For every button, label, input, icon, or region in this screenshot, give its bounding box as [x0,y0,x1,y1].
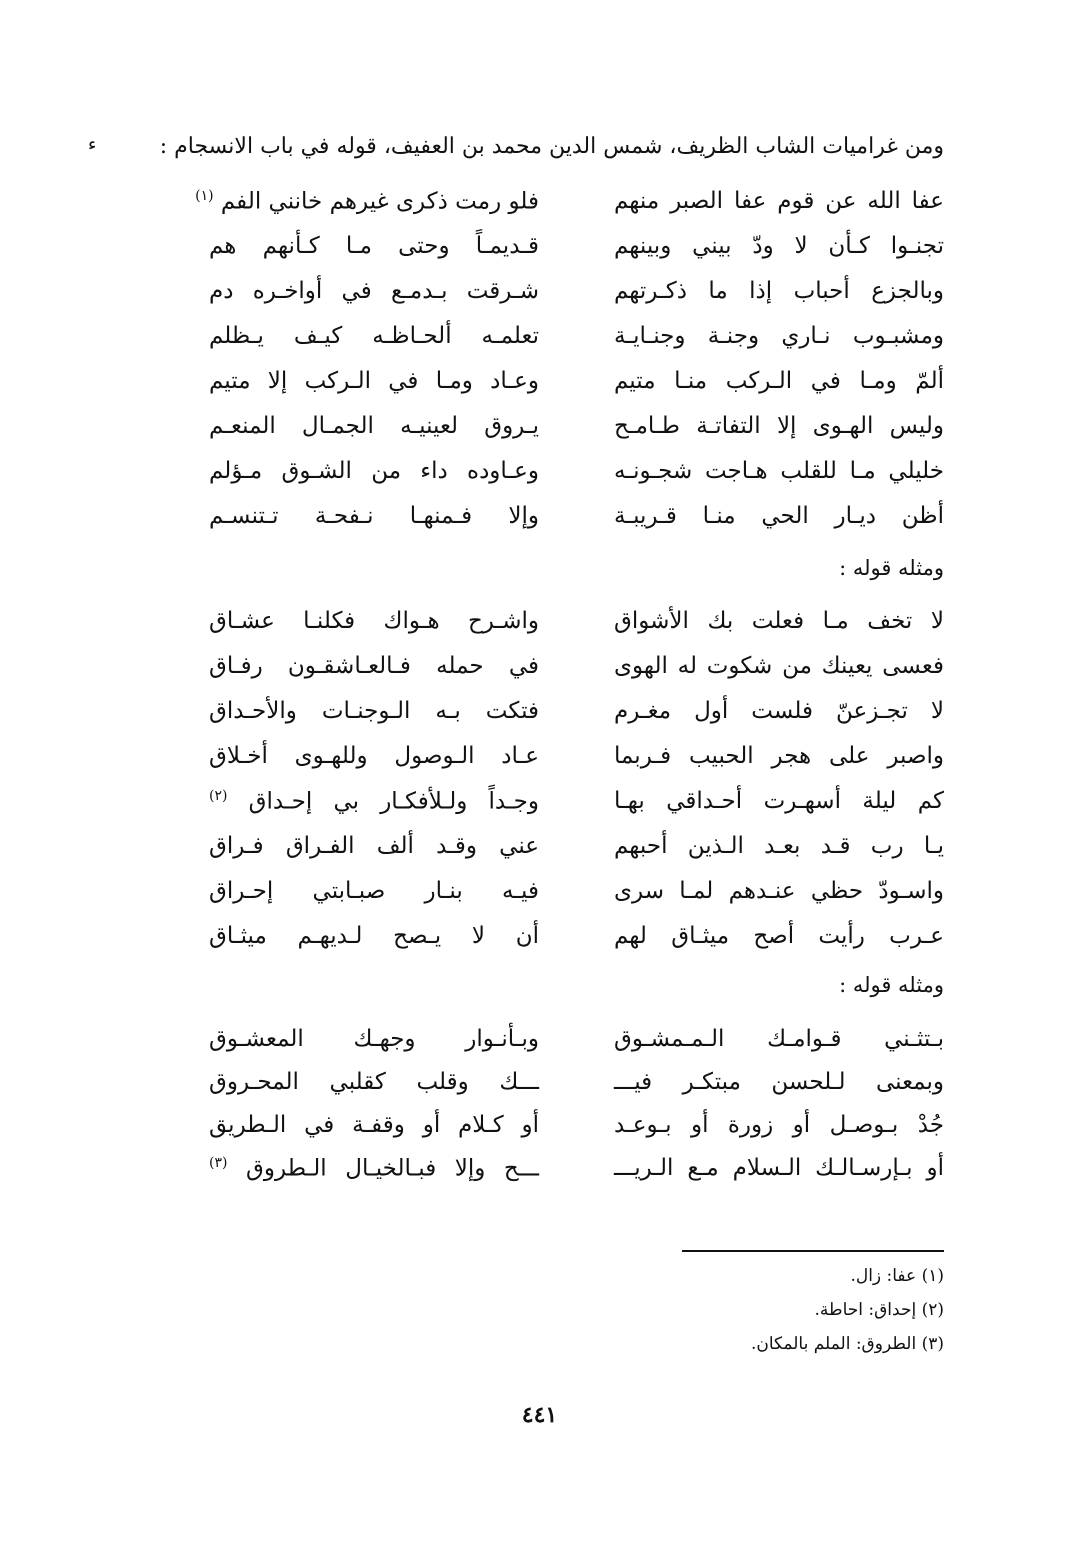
verse-line [184,788,944,833]
footnote: (٢) إحداق: احاطة. [814,1300,944,1320]
section-label: ومثله قوله : [839,973,944,997]
second-hemistich: عني وقـد ألف الفـراق فـراق [209,833,539,859]
second-hemistich: فيـه بنـار صبـابتي إحـراق [209,878,539,904]
first-hemistich: أظن ديـار الحي منـا قـريبـة [614,503,944,529]
verse-line [184,1112,944,1155]
verse-line [184,1069,944,1112]
second-hemistich: وعـاوده داء من الشـوق مـؤلم [209,458,539,484]
verse-line [184,923,944,968]
footnote-ref: (٣) [209,1155,228,1171]
second-hemistich: تعلمـه ألحـاظـه كيـف يـظلم [209,323,539,349]
second-hemistich: يـروق لعينيـه الجمـال المنعـم [209,413,539,439]
verse-line [184,833,944,878]
first-hemistich: عفا الله عن قوم عفا الصبر منهم [614,188,944,214]
verse-line [184,323,944,368]
first-hemistich: واسـودّ حظي عنـدهم لمـا سرى [614,878,944,904]
verse-line [184,608,944,653]
first-hemistich: وليس الهـوى إلا التفاتـة طـامـح [614,413,944,439]
first-hemistich: أو بـإرسـالـك الـسلام مـع الـريـــ [614,1155,944,1181]
margin-mark: ء [88,134,97,155]
verse-line [184,878,944,923]
verse-line [184,1026,944,1069]
poem-1 [184,188,944,548]
verse-line [184,1155,944,1198]
second-hemistich: عـاد الـوصول وللهـوى أخـلاق [209,743,539,769]
poem-2 [184,608,944,968]
second-hemistich: وإلا فـمنهـا نـفحـة تـتنسـم [209,503,539,529]
first-hemistich: عـرب رأيت أصح ميثـاق لهم [614,923,944,949]
poem-3 [184,1026,944,1198]
second-hemistich: وبـأنـوار وجهـك المعشـوق [209,1026,539,1052]
intro-paragraph: ومن غراميات الشاب الظريف، شمس الدين محمد بن العفيف، قوله في باب الانسجام : [159,134,944,159]
hemistich-text: فلو رمت ذكرى غيرهم خانني الفم [220,188,539,215]
second-hemistich: أن لا يـصح لـديهـم ميثـاق [209,923,539,949]
second-hemistich: فتكت بـه الـوجنـات والأحـداق [209,698,539,724]
first-hemistich: وبمعنى لـلحسن مبتكـر فيـــ [614,1069,944,1095]
first-hemistich: خليلي مـا للقلب هـاجت شجـونـه [614,458,944,484]
footnote: (٣) الطروق: الملم بالمكان. [750,1334,944,1354]
verse-line [184,368,944,413]
hemistich-text: ـــح وإلا فبـالخيـال الـطروق [246,1155,539,1182]
second-hemistich [195,188,539,215]
first-hemistich: لا تجـزعنّ فلست أول مغـرم [614,698,944,724]
footnote-ref: (١) [195,188,214,204]
verse-line [184,458,944,503]
second-hemistich [209,788,539,815]
first-hemistich: جُدْ بـوصـل أو زورة أو بـوعـد [614,1112,944,1138]
verse-line [184,233,944,278]
second-hemistich: وعـاد ومـا في الـركب إلا متيم [209,368,539,394]
verse-line [184,413,944,458]
footnote: (١) عفا: زال. [850,1266,944,1286]
hemistich-text: وجـداً ولـلأفكـار بي إحـداق [248,788,540,815]
first-hemistich: يـا رب قـد بعـد الـذين أحبهم [614,833,944,859]
second-hemistich: شـرقت بـدمـع في أواخـره دم [209,278,539,304]
second-hemistich [209,1155,539,1182]
second-hemistich: في حمله فـالعـاشقـون رفـاق [209,653,539,679]
footnotes [751,1266,944,1368]
verse-line [184,278,944,323]
first-hemistich: لا تخف مـا فعلت بك الأشواق [614,608,944,634]
first-hemistich: واصبر على هجر الحبيب فـربما [614,743,944,769]
footnote-divider [682,1250,944,1252]
verse-line [184,743,944,788]
verse-line [184,653,944,698]
second-hemistich: قـديمـاً وحتى مـا كـأنهم هم [209,233,539,259]
page-number: ٤٤١ [521,1402,558,1428]
first-hemistich: فعسى يعينك من شكوت له الهوى [614,653,944,679]
first-hemistich: بـتثـني قـوامـك الـمـمشـوق [614,1026,944,1052]
verse-line [184,698,944,743]
second-hemistich: ـــك وقلب كقلبي المحـروق [209,1069,539,1095]
second-hemistich: أو كـلام أو وقفـة في الـطريق [209,1112,539,1138]
first-hemistich: وبالجزع أحباب إذا ما ذكـرتهم [614,278,944,304]
first-hemistich: تجنـوا كـأن لا ودّ بيني وبينهم [614,233,944,259]
first-hemistich: ألمّ ومـا في الـركب منـا متيم [614,368,944,394]
second-hemistich: واشـرح هـواك فكلنـا عشـاق [209,608,539,634]
verse-line [184,503,944,548]
footnote-ref: (٢) [209,788,228,804]
section-label: ومثله قوله : [839,556,944,580]
verse-line [184,188,944,233]
first-hemistich: كم ليلة أسهـرت أحـداقي بهـا [614,788,944,814]
first-hemistich: ومشبـوب نـاري وجنـة وجنـايـة [614,323,944,349]
